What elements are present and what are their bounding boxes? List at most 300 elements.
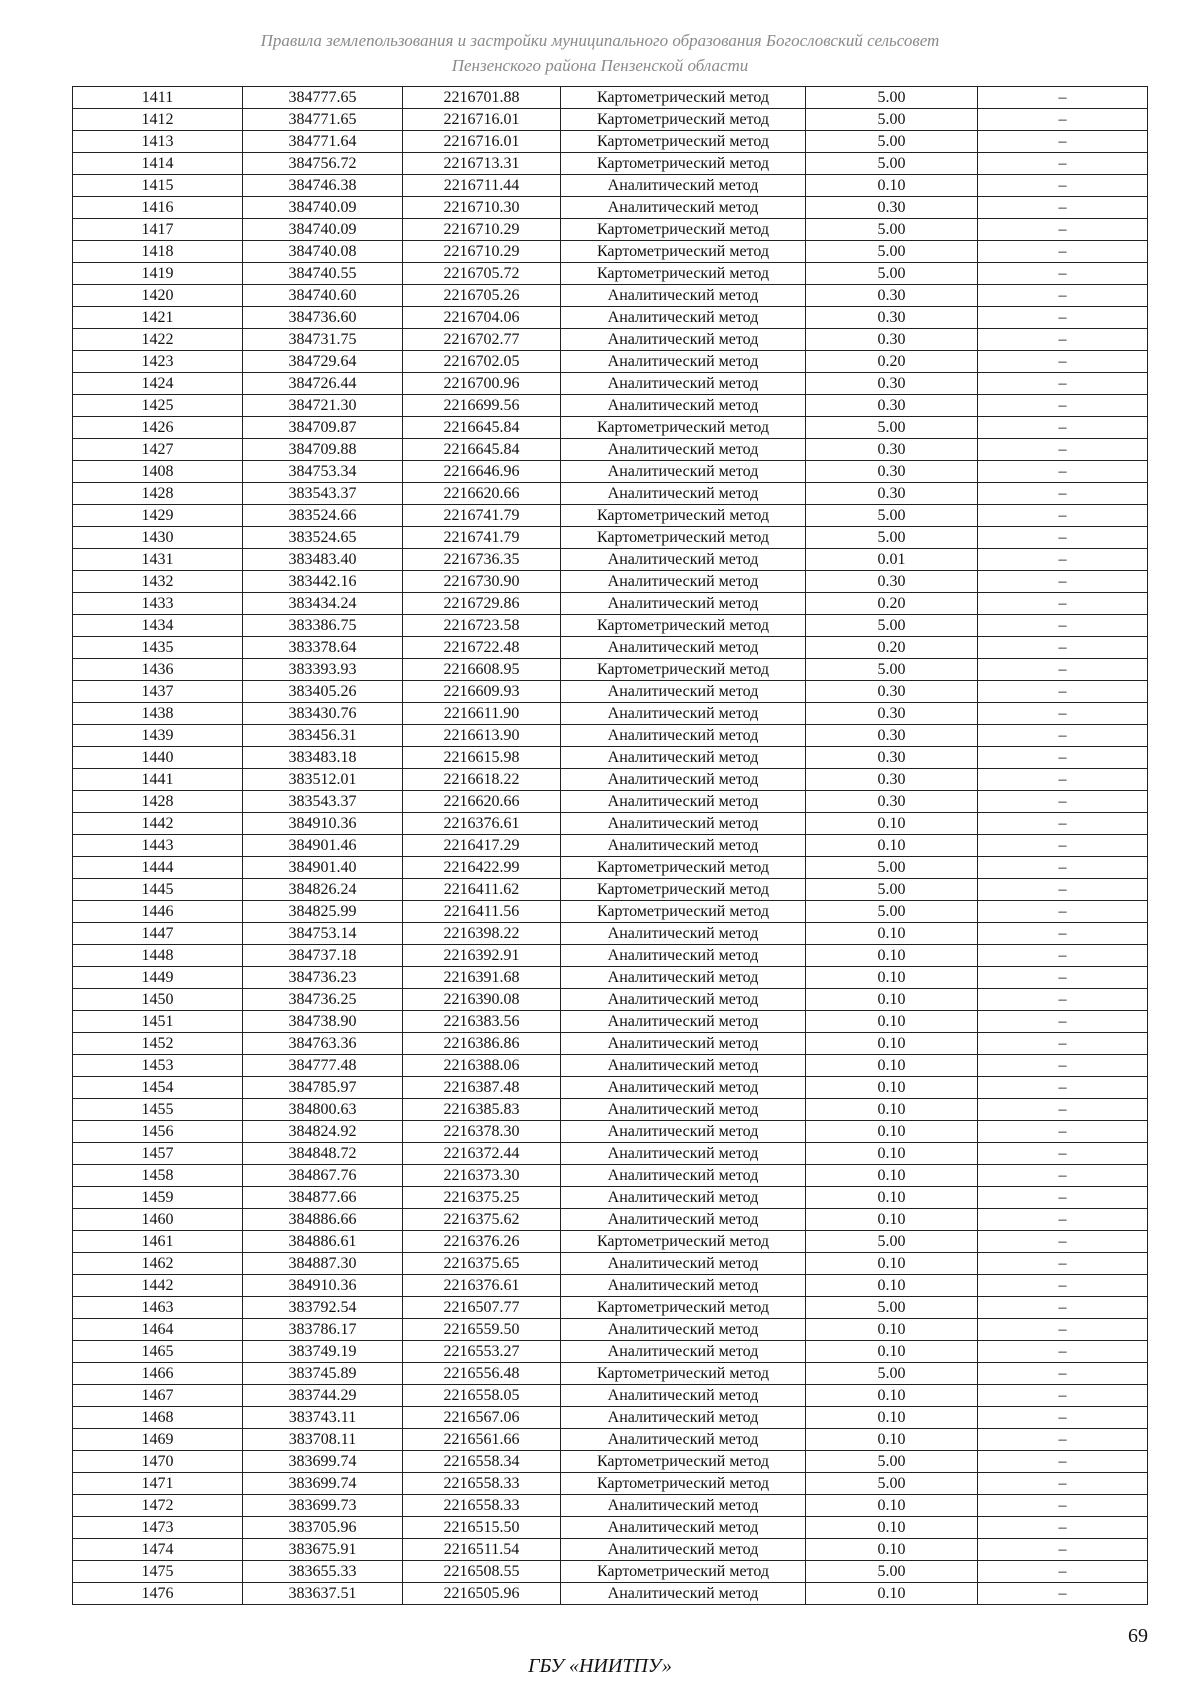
y-coordinate-cell: 2216558.33 [403, 1495, 561, 1517]
point-number-cell: 1443 [73, 835, 243, 857]
x-coordinate-cell: 383483.40 [243, 549, 403, 571]
table-row [73, 1341, 1148, 1363]
accuracy-cell: 0.10 [806, 1407, 978, 1429]
note-cell: – [978, 835, 1148, 857]
x-coordinate-cell: 383749.19 [243, 1341, 403, 1363]
table-row [73, 1539, 1148, 1561]
table-row [73, 967, 1148, 989]
x-coordinate-cell: 383743.11 [243, 1407, 403, 1429]
x-coordinate-cell: 383543.37 [243, 791, 403, 813]
note-cell: – [978, 263, 1148, 285]
x-coordinate-cell: 384771.64 [243, 131, 403, 153]
method-cell: Картометрический метод [561, 659, 806, 681]
table-row [73, 945, 1148, 967]
table-row [73, 1297, 1148, 1319]
table-row [73, 527, 1148, 549]
accuracy-cell: 0.10 [806, 1099, 978, 1121]
note-cell: – [978, 1473, 1148, 1495]
point-number-cell: 1463 [73, 1297, 243, 1319]
accuracy-cell: 0.10 [806, 1011, 978, 1033]
method-cell: Картометрический метод [561, 219, 806, 241]
method-cell: Картометрический метод [561, 153, 806, 175]
note-cell: – [978, 1231, 1148, 1253]
x-coordinate-cell: 384709.88 [243, 439, 403, 461]
accuracy-cell: 0.10 [806, 1055, 978, 1077]
accuracy-cell: 0.10 [806, 1341, 978, 1363]
accuracy-cell: 5.00 [806, 263, 978, 285]
method-cell: Аналитический метод [561, 1539, 806, 1561]
table-row [73, 175, 1148, 197]
point-number-cell: 1436 [73, 659, 243, 681]
accuracy-cell: 0.30 [806, 307, 978, 329]
method-cell: Картометрический метод [561, 901, 806, 923]
table-row [73, 417, 1148, 439]
note-cell: – [978, 527, 1148, 549]
method-cell: Аналитический метод [561, 395, 806, 417]
table-row [73, 329, 1148, 351]
method-cell: Аналитический метод [561, 923, 806, 945]
y-coordinate-cell: 2216411.56 [403, 901, 561, 923]
method-cell: Аналитический метод [561, 1253, 806, 1275]
method-cell: Картометрический метод [561, 241, 806, 263]
y-coordinate-cell: 2216645.84 [403, 417, 561, 439]
note-cell: – [978, 1187, 1148, 1209]
point-number-cell: 1411 [73, 87, 243, 109]
y-coordinate-cell: 2216609.93 [403, 681, 561, 703]
y-coordinate-cell: 2216388.06 [403, 1055, 561, 1077]
note-cell: – [978, 1033, 1148, 1055]
note-cell: – [978, 637, 1148, 659]
x-coordinate-cell: 384887.30 [243, 1253, 403, 1275]
y-coordinate-cell: 2216373.30 [403, 1165, 561, 1187]
point-number-cell: 1473 [73, 1517, 243, 1539]
y-coordinate-cell: 2216701.88 [403, 87, 561, 109]
method-cell: Аналитический метод [561, 681, 806, 703]
table-row [73, 1583, 1148, 1605]
point-number-cell: 1423 [73, 351, 243, 373]
x-coordinate-cell: 383786.17 [243, 1319, 403, 1341]
x-coordinate-cell: 384740.08 [243, 241, 403, 263]
accuracy-cell: 5.00 [806, 615, 978, 637]
note-cell: – [978, 571, 1148, 593]
x-coordinate-cell: 384740.09 [243, 219, 403, 241]
header-line-2: Пензенского района Пензенской области [451, 56, 749, 75]
x-coordinate-cell: 383512.01 [243, 769, 403, 791]
table-row [73, 813, 1148, 835]
accuracy-cell: 5.00 [806, 1473, 978, 1495]
table-row [73, 1121, 1148, 1143]
point-number-cell: 1467 [73, 1385, 243, 1407]
note-cell: – [978, 769, 1148, 791]
method-cell: Картометрический метод [561, 857, 806, 879]
note-cell: – [978, 219, 1148, 241]
accuracy-cell: 0.30 [806, 791, 978, 813]
point-number-cell: 1435 [73, 637, 243, 659]
table-row [73, 351, 1148, 373]
accuracy-cell: 5.00 [806, 241, 978, 263]
method-cell: Аналитический метод [561, 835, 806, 857]
y-coordinate-cell: 2216646.96 [403, 461, 561, 483]
x-coordinate-cell: 383524.66 [243, 505, 403, 527]
x-coordinate-cell: 383744.29 [243, 1385, 403, 1407]
y-coordinate-cell: 2216730.90 [403, 571, 561, 593]
accuracy-cell: 5.00 [806, 1297, 978, 1319]
table-row [73, 505, 1148, 527]
x-coordinate-cell: 383543.37 [243, 483, 403, 505]
note-cell: – [978, 1363, 1148, 1385]
y-coordinate-cell: 2216386.86 [403, 1033, 561, 1055]
point-number-cell: 1447 [73, 923, 243, 945]
y-coordinate-cell: 2216613.90 [403, 725, 561, 747]
note-cell: – [978, 87, 1148, 109]
accuracy-cell: 0.01 [806, 549, 978, 571]
y-coordinate-cell: 2216711.44 [403, 175, 561, 197]
x-coordinate-cell: 384848.72 [243, 1143, 403, 1165]
footer-organization: ГБУ «НИИТПУ» [528, 1655, 672, 1677]
table-row [73, 879, 1148, 901]
y-coordinate-cell: 2216507.77 [403, 1297, 561, 1319]
note-cell: – [978, 1209, 1148, 1231]
accuracy-cell: 0.30 [806, 747, 978, 769]
method-cell: Аналитический метод [561, 307, 806, 329]
header-line-1: Правила землепользования и застройки муниципального образования Богословский сельсовет [260, 31, 940, 50]
y-coordinate-cell: 2216611.90 [403, 703, 561, 725]
y-coordinate-cell: 2216705.72 [403, 263, 561, 285]
accuracy-cell: 5.00 [806, 131, 978, 153]
note-cell: – [978, 923, 1148, 945]
x-coordinate-cell: 384736.23 [243, 967, 403, 989]
point-number-cell: 1452 [73, 1033, 243, 1055]
method-cell: Картометрический метод [561, 1473, 806, 1495]
accuracy-cell: 0.10 [806, 1253, 978, 1275]
accuracy-cell: 0.20 [806, 593, 978, 615]
note-cell: – [978, 1341, 1148, 1363]
note-cell: – [978, 1407, 1148, 1429]
table-row [73, 637, 1148, 659]
table-row [73, 395, 1148, 417]
accuracy-cell: 5.00 [806, 219, 978, 241]
method-cell: Аналитический метод [561, 1583, 806, 1605]
table-row [73, 285, 1148, 307]
accuracy-cell: 0.10 [806, 835, 978, 857]
method-cell: Картометрический метод [561, 615, 806, 637]
x-coordinate-cell: 384736.60 [243, 307, 403, 329]
note-cell: – [978, 945, 1148, 967]
y-coordinate-cell: 2216741.79 [403, 527, 561, 549]
note-cell: – [978, 857, 1148, 879]
accuracy-cell: 0.30 [806, 395, 978, 417]
note-cell: – [978, 1165, 1148, 1187]
y-coordinate-cell: 2216716.01 [403, 109, 561, 131]
note-cell: – [978, 1451, 1148, 1473]
table-row [73, 747, 1148, 769]
method-cell: Аналитический метод [561, 1341, 806, 1363]
method-cell: Картометрический метод [561, 1363, 806, 1385]
point-number-cell: 1425 [73, 395, 243, 417]
coordinates-table [72, 86, 1148, 1605]
x-coordinate-cell: 384785.97 [243, 1077, 403, 1099]
note-cell: – [978, 285, 1148, 307]
accuracy-cell: 5.00 [806, 417, 978, 439]
point-number-cell: 1465 [73, 1341, 243, 1363]
accuracy-cell: 0.10 [806, 989, 978, 1011]
x-coordinate-cell: 384740.60 [243, 285, 403, 307]
accuracy-cell: 0.20 [806, 637, 978, 659]
table-row [73, 791, 1148, 813]
accuracy-cell: 5.00 [806, 1451, 978, 1473]
accuracy-cell: 5.00 [806, 109, 978, 131]
table-row [73, 725, 1148, 747]
accuracy-cell: 0.10 [806, 813, 978, 835]
note-cell: – [978, 351, 1148, 373]
point-number-cell: 1415 [73, 175, 243, 197]
note-cell: – [978, 241, 1148, 263]
y-coordinate-cell: 2216378.30 [403, 1121, 561, 1143]
method-cell: Аналитический метод [561, 197, 806, 219]
method-cell: Аналитический метод [561, 747, 806, 769]
method-cell: Аналитический метод [561, 549, 806, 571]
y-coordinate-cell: 2216710.30 [403, 197, 561, 219]
x-coordinate-cell: 384746.38 [243, 175, 403, 197]
accuracy-cell: 0.30 [806, 373, 978, 395]
method-cell: Аналитический метод [561, 329, 806, 351]
method-cell: Аналитический метод [561, 1143, 806, 1165]
point-number-cell: 1439 [73, 725, 243, 747]
accuracy-cell: 0.10 [806, 1583, 978, 1605]
note-cell: – [978, 1253, 1148, 1275]
table-row [73, 1561, 1148, 1583]
y-coordinate-cell: 2216618.22 [403, 769, 561, 791]
table-row [73, 1231, 1148, 1253]
coordinates-table-container [72, 86, 1147, 1605]
y-coordinate-cell: 2216722.48 [403, 637, 561, 659]
accuracy-cell: 0.10 [806, 923, 978, 945]
point-number-cell: 1448 [73, 945, 243, 967]
x-coordinate-cell: 383675.91 [243, 1539, 403, 1561]
x-coordinate-cell: 384721.30 [243, 395, 403, 417]
table-row [73, 219, 1148, 241]
table-row [73, 571, 1148, 593]
y-coordinate-cell: 2216620.66 [403, 483, 561, 505]
x-coordinate-cell: 383792.54 [243, 1297, 403, 1319]
note-cell: – [978, 1319, 1148, 1341]
x-coordinate-cell: 384737.18 [243, 945, 403, 967]
y-coordinate-cell: 2216376.61 [403, 813, 561, 835]
x-coordinate-cell: 384753.14 [243, 923, 403, 945]
y-coordinate-cell: 2216702.05 [403, 351, 561, 373]
y-coordinate-cell: 2216411.62 [403, 879, 561, 901]
accuracy-cell: 0.30 [806, 725, 978, 747]
x-coordinate-cell: 384886.66 [243, 1209, 403, 1231]
y-coordinate-cell: 2216699.56 [403, 395, 561, 417]
note-cell: – [978, 1143, 1148, 1165]
table-row [73, 1077, 1148, 1099]
point-number-cell: 1426 [73, 417, 243, 439]
x-coordinate-cell: 384877.66 [243, 1187, 403, 1209]
y-coordinate-cell: 2216398.22 [403, 923, 561, 945]
table-row [73, 769, 1148, 791]
y-coordinate-cell: 2216515.50 [403, 1517, 561, 1539]
point-number-cell: 1440 [73, 747, 243, 769]
accuracy-cell: 5.00 [806, 1561, 978, 1583]
table-row [73, 109, 1148, 131]
x-coordinate-cell: 383378.64 [243, 637, 403, 659]
point-number-cell: 1413 [73, 131, 243, 153]
method-cell: Аналитический метод [561, 1187, 806, 1209]
y-coordinate-cell: 2216376.61 [403, 1275, 561, 1297]
method-cell: Аналитический метод [561, 637, 806, 659]
point-number-cell: 1416 [73, 197, 243, 219]
method-cell: Аналитический метод [561, 1011, 806, 1033]
table-row [73, 1429, 1148, 1451]
y-coordinate-cell: 2216383.56 [403, 1011, 561, 1033]
note-cell: – [978, 901, 1148, 923]
note-cell: – [978, 681, 1148, 703]
note-cell: – [978, 879, 1148, 901]
note-cell: – [978, 967, 1148, 989]
table-row [73, 923, 1148, 945]
method-cell: Картометрический метод [561, 505, 806, 527]
y-coordinate-cell: 2216559.50 [403, 1319, 561, 1341]
method-cell: Картометрический метод [561, 87, 806, 109]
point-number-cell: 1424 [73, 373, 243, 395]
method-cell: Аналитический метод [561, 703, 806, 725]
y-coordinate-cell: 2216729.86 [403, 593, 561, 615]
x-coordinate-cell: 384800.63 [243, 1099, 403, 1121]
point-number-cell: 1419 [73, 263, 243, 285]
table-row [73, 153, 1148, 175]
method-cell: Картометрический метод [561, 263, 806, 285]
method-cell: Картометрический метод [561, 1297, 806, 1319]
x-coordinate-cell: 384731.75 [243, 329, 403, 351]
point-number-cell: 1414 [73, 153, 243, 175]
accuracy-cell: 0.10 [806, 1165, 978, 1187]
point-number-cell: 1432 [73, 571, 243, 593]
accuracy-cell: 0.30 [806, 329, 978, 351]
point-number-cell: 1456 [73, 1121, 243, 1143]
accuracy-cell: 0.30 [806, 461, 978, 483]
table-row [73, 1319, 1148, 1341]
x-coordinate-cell: 384736.25 [243, 989, 403, 1011]
note-cell: – [978, 549, 1148, 571]
x-coordinate-cell: 384901.40 [243, 857, 403, 879]
note-cell: – [978, 1495, 1148, 1517]
note-cell: – [978, 153, 1148, 175]
accuracy-cell: 5.00 [806, 1363, 978, 1385]
point-number-cell: 1459 [73, 1187, 243, 1209]
accuracy-cell: 0.30 [806, 197, 978, 219]
method-cell: Аналитический метод [561, 945, 806, 967]
table-row [73, 1099, 1148, 1121]
method-cell: Аналитический метод [561, 1209, 806, 1231]
method-cell: Картометрический метод [561, 1451, 806, 1473]
accuracy-cell: 0.10 [806, 1429, 978, 1451]
y-coordinate-cell: 2216716.01 [403, 131, 561, 153]
y-coordinate-cell: 2216372.44 [403, 1143, 561, 1165]
x-coordinate-cell: 384825.99 [243, 901, 403, 923]
x-coordinate-cell: 384726.44 [243, 373, 403, 395]
method-cell: Аналитический метод [561, 791, 806, 813]
table-row [73, 1011, 1148, 1033]
table-row [73, 1209, 1148, 1231]
y-coordinate-cell: 2216375.25 [403, 1187, 561, 1209]
note-cell: – [978, 747, 1148, 769]
table-row [73, 703, 1148, 725]
y-coordinate-cell: 2216390.08 [403, 989, 561, 1011]
table-row [73, 549, 1148, 571]
accuracy-cell: 5.00 [806, 879, 978, 901]
x-coordinate-cell: 384910.36 [243, 813, 403, 835]
accuracy-cell: 0.10 [806, 945, 978, 967]
y-coordinate-cell: 2216385.83 [403, 1099, 561, 1121]
note-cell: – [978, 373, 1148, 395]
method-cell: Аналитический метод [561, 1275, 806, 1297]
note-cell: – [978, 439, 1148, 461]
point-number-cell: 1446 [73, 901, 243, 923]
method-cell: Аналитический метод [561, 1385, 806, 1407]
y-coordinate-cell: 2216558.34 [403, 1451, 561, 1473]
method-cell: Картометрический метод [561, 131, 806, 153]
table-row [73, 1187, 1148, 1209]
method-cell: Аналитический метод [561, 351, 806, 373]
y-coordinate-cell: 2216391.68 [403, 967, 561, 989]
note-cell: – [978, 791, 1148, 813]
x-coordinate-cell: 384738.90 [243, 1011, 403, 1033]
table-row [73, 615, 1148, 637]
x-coordinate-cell: 384777.48 [243, 1055, 403, 1077]
accuracy-cell: 0.10 [806, 1275, 978, 1297]
table-row [73, 483, 1148, 505]
note-cell: – [978, 461, 1148, 483]
point-number-cell: 1429 [73, 505, 243, 527]
table-row [73, 1407, 1148, 1429]
point-number-cell: 1476 [73, 1583, 243, 1605]
note-cell: – [978, 197, 1148, 219]
y-coordinate-cell: 2216417.29 [403, 835, 561, 857]
y-coordinate-cell: 2216387.48 [403, 1077, 561, 1099]
y-coordinate-cell: 2216553.27 [403, 1341, 561, 1363]
method-cell: Картометрический метод [561, 1561, 806, 1583]
table-row [73, 1055, 1148, 1077]
note-cell: – [978, 505, 1148, 527]
point-number-cell: 1422 [73, 329, 243, 351]
note-cell: – [978, 725, 1148, 747]
accuracy-cell: 0.10 [806, 175, 978, 197]
method-cell: Аналитический метод [561, 1319, 806, 1341]
point-number-cell: 1470 [73, 1451, 243, 1473]
table-row [73, 1165, 1148, 1187]
table-row [73, 131, 1148, 153]
x-coordinate-cell: 383699.73 [243, 1495, 403, 1517]
y-coordinate-cell: 2216511.54 [403, 1539, 561, 1561]
method-cell: Аналитический метод [561, 175, 806, 197]
table-row [73, 989, 1148, 1011]
method-cell: Аналитический метод [561, 1429, 806, 1451]
point-number-cell: 1453 [73, 1055, 243, 1077]
method-cell: Картометрический метод [561, 527, 806, 549]
x-coordinate-cell: 384824.92 [243, 1121, 403, 1143]
y-coordinate-cell: 2216567.06 [403, 1407, 561, 1429]
point-number-cell: 1427 [73, 439, 243, 461]
table-row [73, 1385, 1148, 1407]
point-number-cell: 1462 [73, 1253, 243, 1275]
table-row [73, 461, 1148, 483]
point-number-cell: 1469 [73, 1429, 243, 1451]
table-row [73, 241, 1148, 263]
method-cell: Аналитический метод [561, 1517, 806, 1539]
y-coordinate-cell: 2216620.66 [403, 791, 561, 813]
x-coordinate-cell: 383483.18 [243, 747, 403, 769]
